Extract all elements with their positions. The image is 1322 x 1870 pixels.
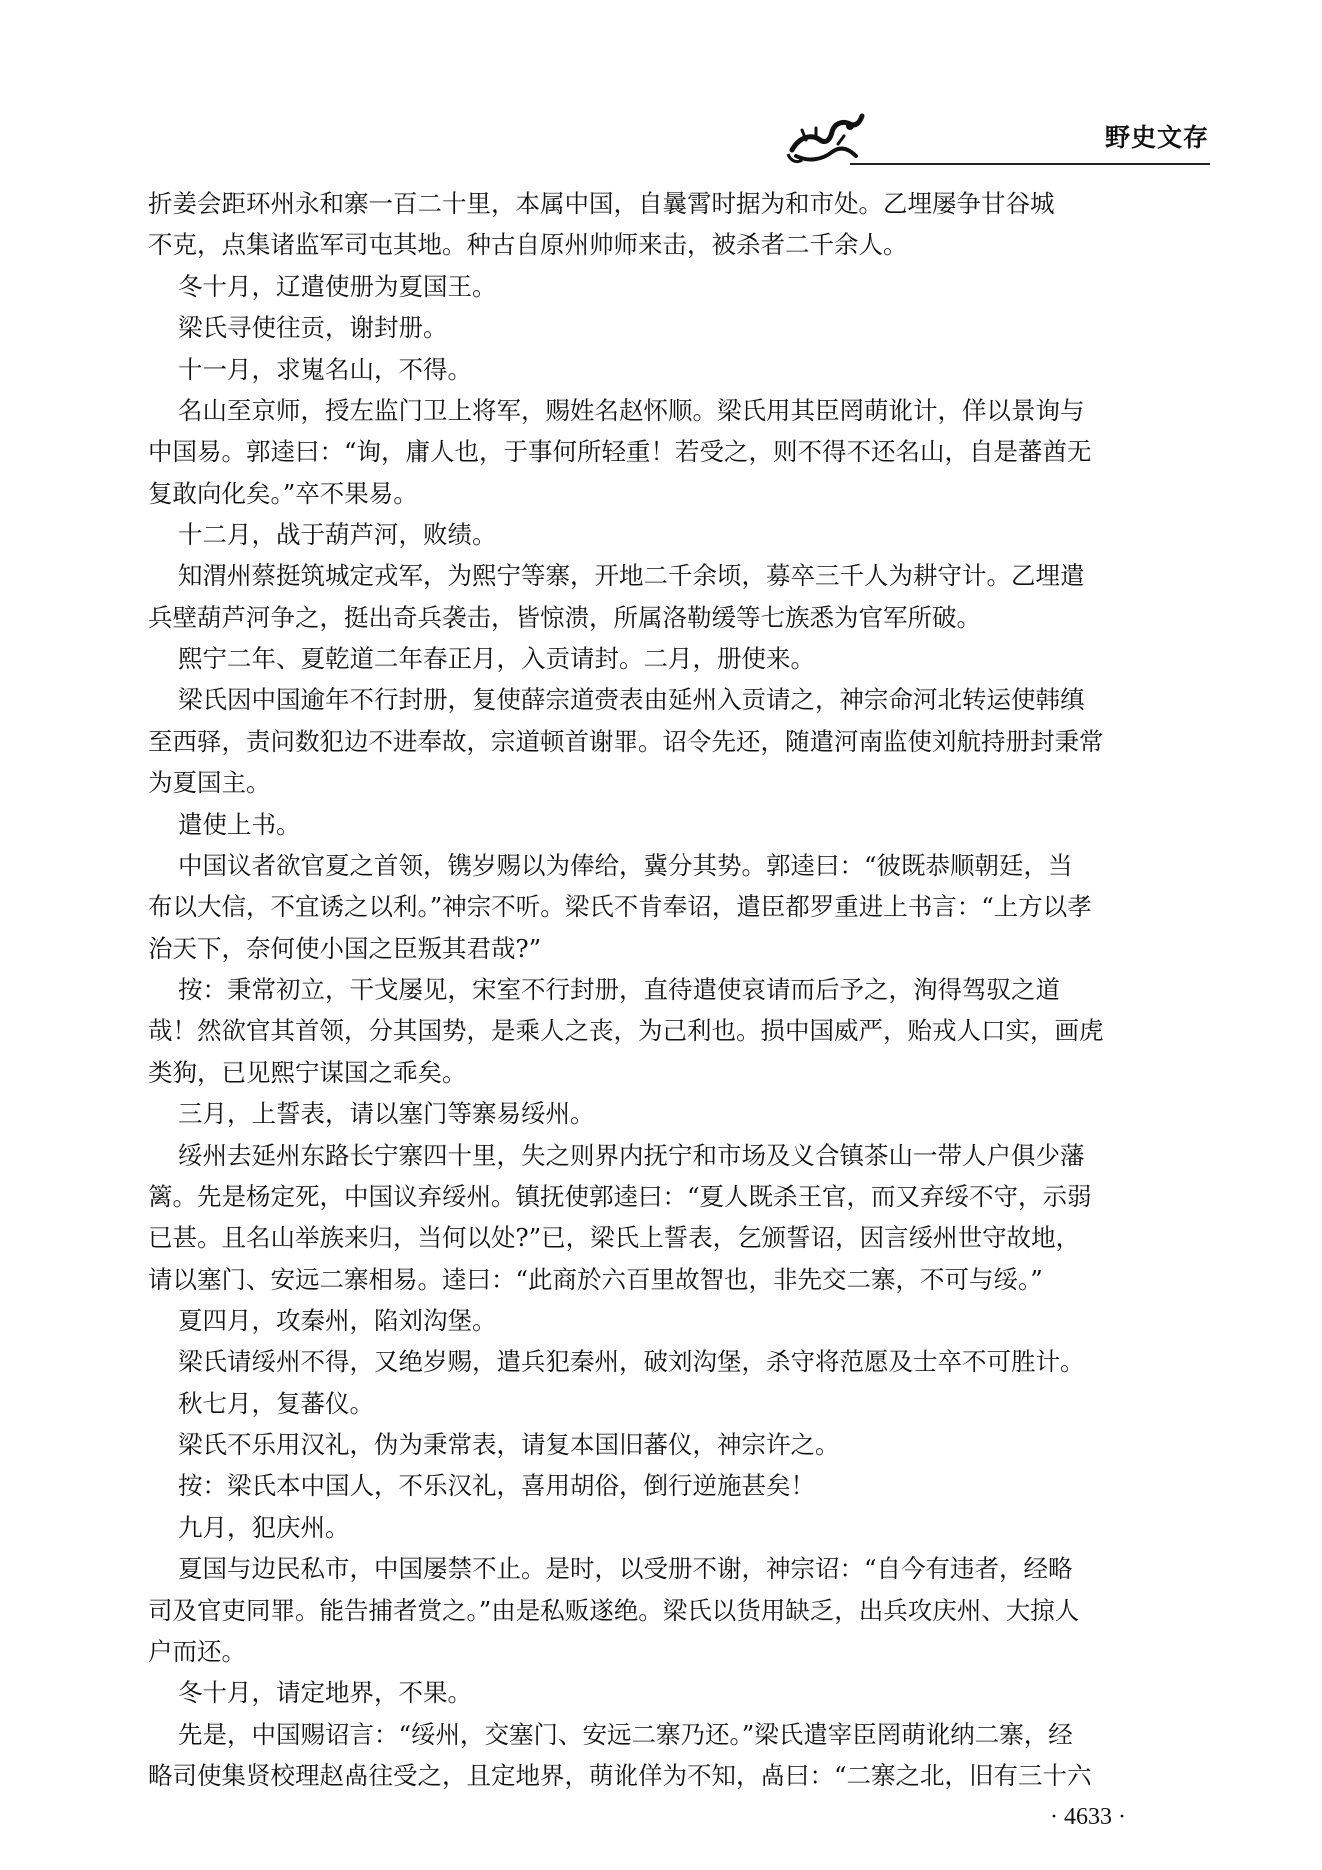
text-line: 九月，犯庆州。 [178,1512,350,1542]
text-line: 梁氏寻使往贡，谢封册。 [178,313,448,343]
text-line: 梁氏请绥州不得，又绝岁赐，遣兵犯秦州，破刘沟堡，杀守将范愿及士卒不可胜计。 [178,1347,1085,1377]
text-line: 中国议者欲官夏之首领，镌岁赐以为俸给，冀分其势。郭逵曰：“彼既恭顺朝廷，当 [178,850,1073,880]
text-line: 布以大信，不宜诱之以利。”神宗不听。梁氏不肯奉诏，遣臣都罗重进上书言：“上方以孝 [148,892,1092,922]
text-line: 类狗，已见熙宁谋国之乖矣。 [148,1057,467,1087]
text-line: 中国易。郭逵曰：“询，庸人也，于事何所轻重！若受之，则不得不还名山，自是蕃酋无 [148,437,1092,467]
text-line: 请以塞门、安远二寨相易。逵曰：“此商於六百里故智也，非先交二寨，不可与绥。” [148,1264,1043,1294]
text-line: 按：梁氏本中国人，不乐汉礼，喜用胡俗，倒行逆施甚矣！ [178,1471,815,1501]
text-line: 遣使上书。 [178,809,301,839]
text-line: 不克，点集诸监军司屯其地。种古自原州帅师来击，被杀者二千余人。 [148,230,908,260]
text-line: 梁氏因中国逾年不行封册，复使薛宗道赍表由延州入贡请之，神宗命河北转运使韩缜 [178,685,1085,715]
text-line: 篱。先是杨定死，中国议弃绥州。镇抚使郭逵曰：“夏人既杀王官，而又弃绥不守，示弱 [148,1181,1092,1211]
text-line: 哉！然欲官其首领，分其国势，是乘人之丧，为己利也。损中国威严，贻戎人口实，画虎 [148,1016,1104,1046]
text-line: 按：秉常初立，干戈屡见，宋室不行封册，直待遣使哀请而后予之，洵得驾驭之道 [178,975,1060,1004]
text-line: 三月，上誓表，请以塞门等寨易绥州。 [178,1099,595,1129]
text-line: 知渭州蔡挺筑城定戎军，为熙宁等寨，开地二千余顷，募卒三千人为耕守计。乙埋遣 [178,561,1085,591]
text-line: 冬十月，辽遣使册为夏国王。 [178,271,497,301]
text-line: 绥州去延州东路长宁寨四十里，失之则界内抚宁和市场及义合镇茶山一带人户俱少藩 [178,1140,1085,1170]
text-line: 冬十月，请定地界，不果。 [178,1678,472,1708]
text-line: 秋七月，复蕃仪。 [178,1388,374,1418]
text-line: 略司使集贤校理赵卨往受之，且定地界，萌讹佯为不知，卨曰：“二寨之北，旧有三十六 [148,1761,1092,1790]
text-line: 司及官吏同罪。能告捕者赏之。”由是私贩遂绝。梁氏以货用缺乏，出兵攻庆州、大掠人 [148,1595,1080,1625]
text-line: 夏四月，攻秦州，陷刘沟堡。 [178,1305,497,1335]
text-line: 复敢向化矣。”卒不果易。 [148,478,418,508]
text-line: 夏国与边民私市，中国屡禁不止。是时，以受册不谢，神宗诏：“自今有违者，经略 [178,1554,1073,1584]
text-line: 十一月，求嵬名山，不得。 [178,354,472,384]
text-line: 治天下，奈何使小国之臣叛其君哉?” [148,933,542,963]
text-line: 至西驿，责问数犯边不进奉故，宗道顿首谢罪。诏令先还，随遣河南监使刘航持册封秉常 [148,726,1104,756]
series-title: 野史文存 [1105,123,1210,152]
text-line: 已甚。且名山举族来归，当何以处?”已，梁氏上誓表，乞颁誓诏，因言绥州世守故地， [148,1223,1081,1253]
text-line: 先是，中国赐诏言：“绥州，交塞门、安远二寨乃还。”梁氏遣宰臣罔萌讹纳二寨，经 [178,1719,1073,1749]
text-line: 名山至京师，授左监门卫上将军，赐姓名赵怀顺。梁氏用其臣罔萌讹计，佯以景询与 [178,395,1085,425]
text-line: 为夏国主。 [148,768,271,798]
text-line: 十二月，战于葫芦河，败绩。 [178,519,497,549]
page-number: · 4633 · [1050,1804,1126,1830]
text-line: 兵壁葫芦河争之，挺出奇兵袭击，皆惊溃，所属洛勒缓等七族悉为官军所破。 [148,602,981,632]
text-line: 熙宁二年、夏乾道二年春正月，入贡请封。二月，册使来。 [178,644,815,674]
text-line: 户而还。 [148,1636,246,1666]
text-line: 折姜会距环州永和寨一百二十里，本属中国，自曩霄时据为和市处。乙埋屡争甘谷城 [148,189,1055,218]
text-line: 梁氏不乐用汉礼，伪为秉常表，请复本国旧蕃仪，神宗许之。 [178,1430,840,1460]
